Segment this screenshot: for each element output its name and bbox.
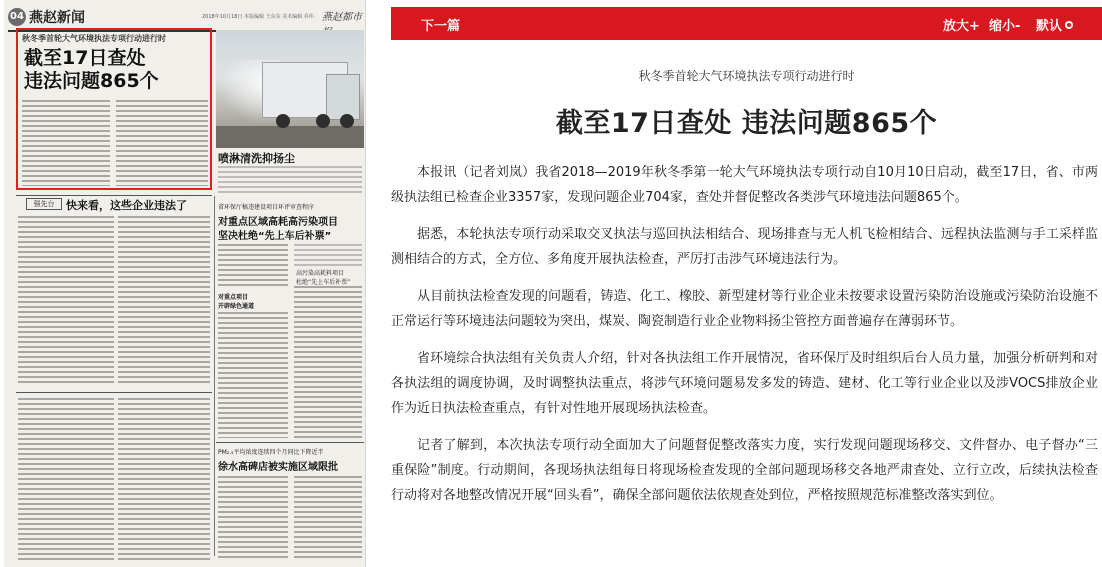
- story3-subhead: 对重点项目 开辟绿色通道: [218, 294, 255, 310]
- road-graphic: [216, 126, 364, 148]
- story2-text-col1: [18, 216, 114, 386]
- newspaper-masthead: [4, 6, 366, 28]
- newspaper-page-thumbnail[interactable]: [4, 0, 366, 567]
- zoom-in-button[interactable]: 放大+: [943, 19, 980, 34]
- page-number-badge: 04: [8, 8, 26, 26]
- reset-size-button[interactable]: [1036, 15, 1073, 34]
- article-reader: [391, 0, 1102, 567]
- divider: [16, 195, 212, 196]
- newspaper-logo: 燕赵都市: [322, 12, 362, 23]
- article-paragraph: 本报讯（记者刘岚）我省2018—2019年秋冬季第一轮大气环境执法专项行动自10月10日启动，截至17日，省、市两级执法组已检查企业3357家，发现问题企业704家，查处并督促整改各类涉气环境违法问题865个。: [391, 165, 1098, 205]
- story4-kicker: PM₂.₅平均浓度连续四个月同比下降近半: [218, 449, 324, 456]
- story3-text-col3: [294, 286, 362, 438]
- article-paragraph: 记者了解到，本次执法专项行动全面加大了问题督促整改落实力度，实行发现问题现场移交、文件督办、电子督办“三重保险”制度。行动期间，各现场执法组每日将现场检查发现的全部问题现场移交各地严肃查处、立行立改，后续执法检查行动将对各地整改情况开展“回头看”，确保全部问题依法依规查处到位，严格按照规范标准整改落实到位。: [391, 438, 1098, 503]
- article-paragraph: 从目前执法检查发现的问题看，铸造、化工、橡胶、新型建材等行业企业未按要求设置污染防治设施或污染防治设施不正常运行等环境违法问题较为突出，煤炭、陶瓷制造行业企业物料扬尘管控方面普遍存在薄弱环节。: [391, 289, 1098, 329]
- lead-story-kicker: 秋冬季首轮大气环境执法专项行动进行时: [22, 34, 166, 43]
- lead-story-title[interactable]: [24, 47, 209, 93]
- lead-story-text-col1: [22, 100, 110, 186]
- story4-text-col2: [294, 476, 362, 560]
- reader-toolbar: [391, 7, 1102, 40]
- story2-title[interactable]: 快来看，这些企业违法了: [66, 199, 187, 212]
- zoom-out-button[interactable]: 缩小-: [989, 19, 1021, 34]
- article-kicker: 秋冬季首轮大气环境执法专项行动进行时: [638, 69, 855, 83]
- story3-kicker: 省环保厅稿违建设项目环评审查程序: [218, 204, 315, 211]
- story2-tag: 强先台: [26, 198, 62, 210]
- reset-size-label: 默认: [1036, 19, 1063, 34]
- lead-story-title-line2: 违法问题865个: [24, 70, 159, 92]
- article-body: [391, 160, 1098, 520]
- column-divider: [214, 196, 215, 556]
- wheel-graphic: [340, 114, 354, 128]
- story2-text-col2: [118, 216, 210, 386]
- news-photo-spray-truck[interactable]: [216, 30, 364, 148]
- photo-story-text: [218, 166, 362, 194]
- story5-text-col2: [118, 398, 210, 560]
- divider: [216, 442, 364, 443]
- story3-box-text: 高污染高耗料项目 杜绝“先上车后补票”: [296, 270, 351, 286]
- article-paragraph: 据悉，本轮执法专项行动采取交叉执法与巡回执法相结合、现场排查与无人机飞检相结合、远程执法监测与手工采样监测相结合的方式，全方位、多角度开展执法检查，严厉打击涉气环境违法行为。: [391, 227, 1098, 267]
- photo-caption: 喷淋清洗抑扬尘: [218, 152, 295, 165]
- wheel-graphic: [316, 114, 330, 128]
- story3-title-line2[interactable]: 坚决杜绝“先上车后补票”: [218, 231, 332, 242]
- reset-circle-icon: [1065, 21, 1073, 29]
- article-paragraph: 省环境综合执法组有关负责人介绍，针对各执法组工作开展情况，省环保厅及时组织后台人员力量，加强分析研判和对各执法组的调度协调，及时调整执法重点，将涉气环境问题易发多发的铸造、建材、化工等行业企业以及涉VOCS排放企业作为近日执法检查重点，有针对性地开展现场执法检查。: [391, 351, 1098, 416]
- story3-text-col1: [218, 244, 288, 286]
- story4-title[interactable]: 徐水高碑店被实施区域限批: [218, 462, 338, 473]
- story4-text-col1: [218, 476, 288, 560]
- story5-text-col1: [18, 398, 114, 560]
- divider: [16, 392, 212, 393]
- truck-cab-graphic: [326, 74, 360, 120]
- article-headline: 截至17日查处 违法问题865个: [555, 108, 938, 139]
- story3-text-col2: [218, 312, 288, 438]
- lead-story-text-col2: [116, 100, 208, 186]
- story3-box: [294, 244, 362, 266]
- lead-story-title-line1: 截至17日查处: [24, 47, 146, 69]
- date-line: 2018年10月18日 本版编辑 王东东 美术编辑 乔伟: [202, 14, 314, 20]
- next-article-link[interactable]: 下一篇: [421, 19, 461, 34]
- section-name: 燕赵新闻: [29, 10, 85, 26]
- wheel-graphic: [276, 114, 290, 128]
- story3-title-line1[interactable]: 对重点区域高耗高污染项目: [218, 217, 338, 228]
